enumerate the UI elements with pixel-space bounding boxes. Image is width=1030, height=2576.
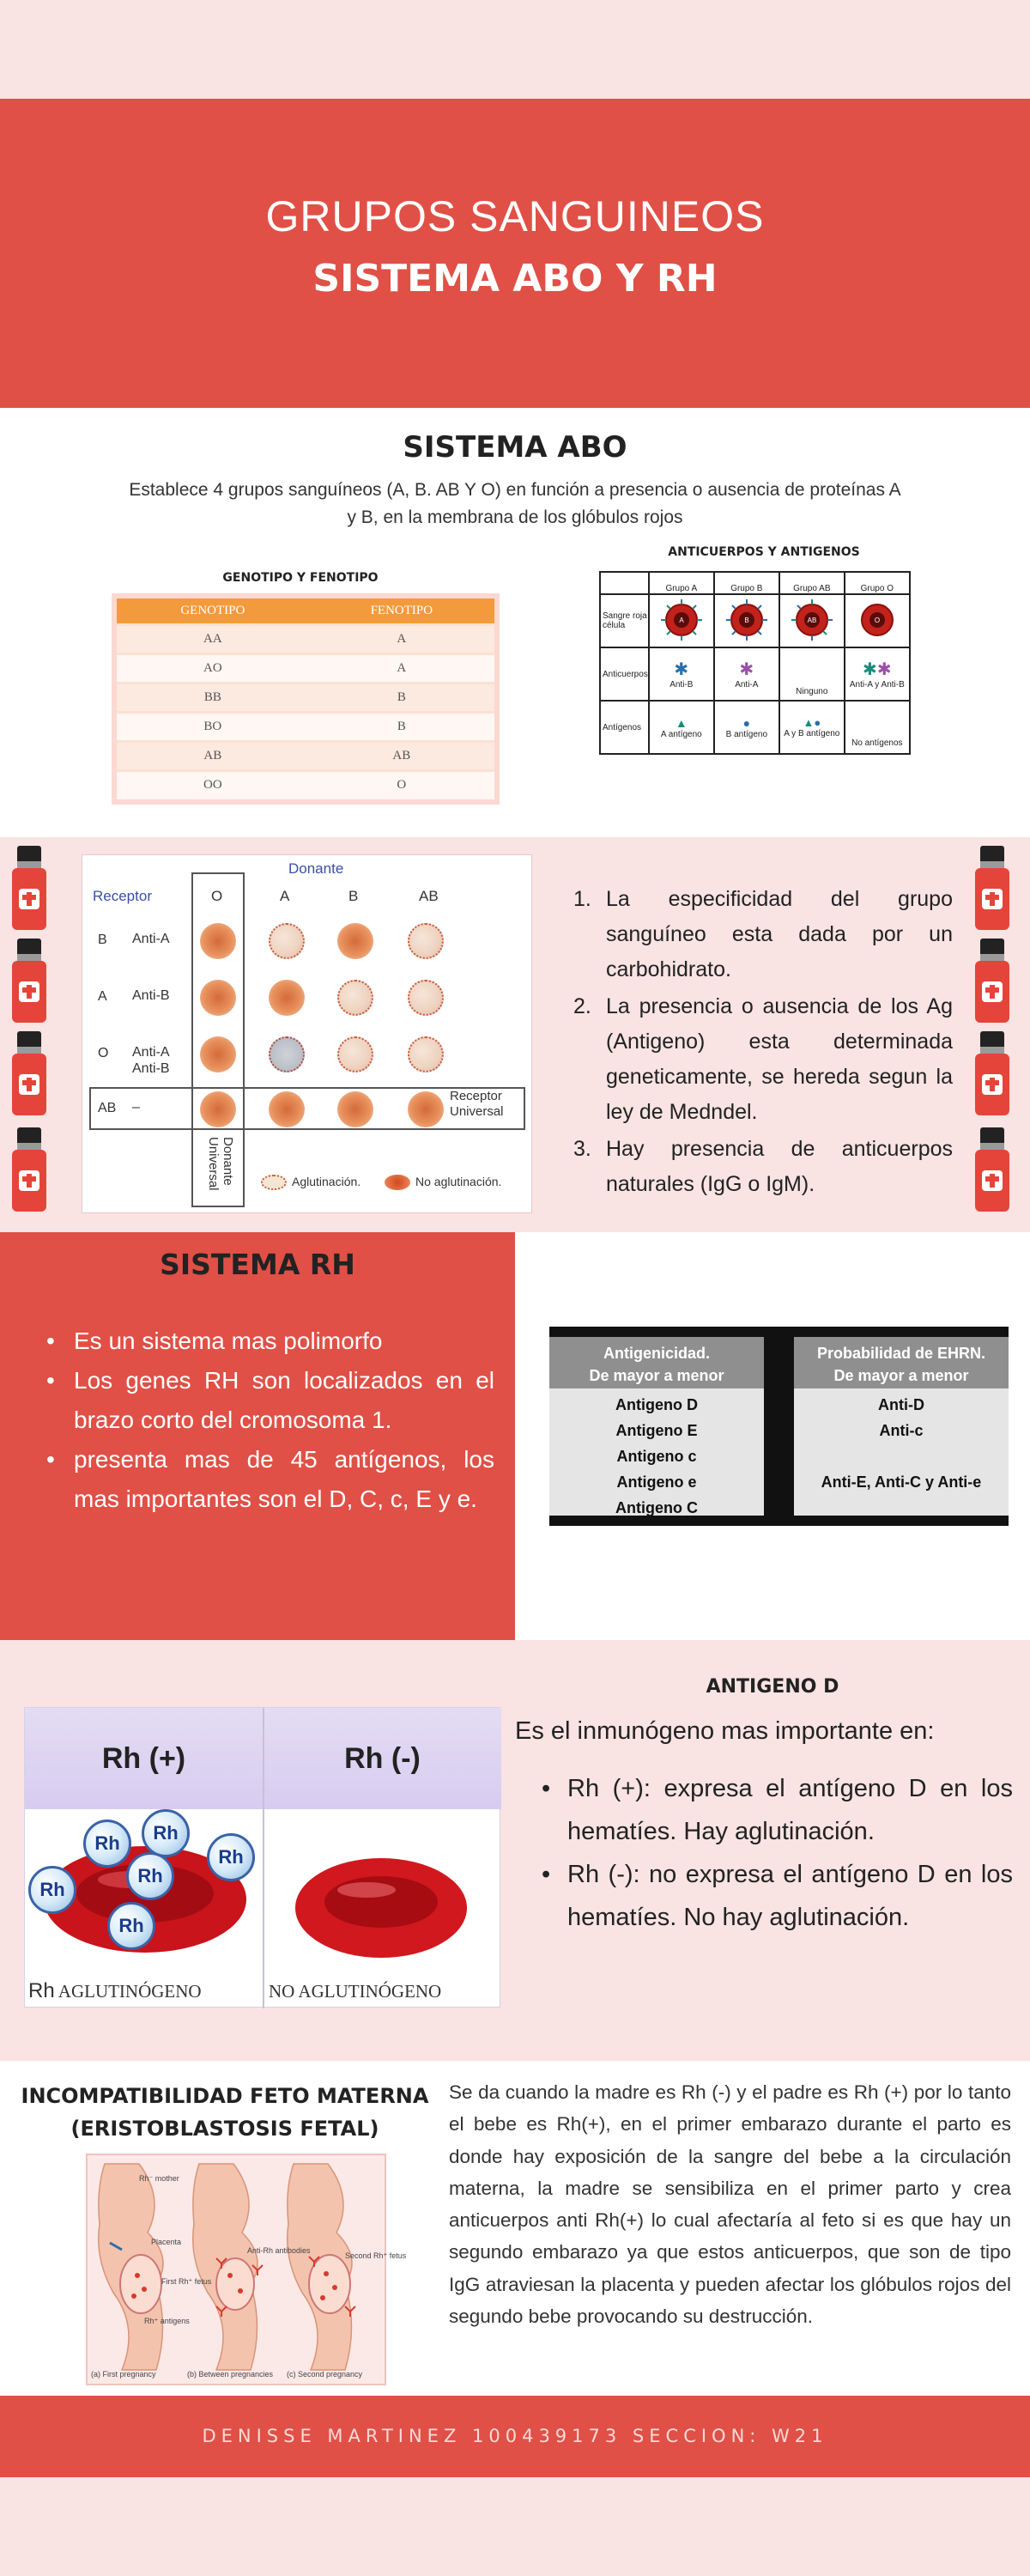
footer: [0, 2396, 1030, 2477]
rh-negative-header: Rh (-): [264, 1708, 501, 1809]
phenotype-cell: AB: [309, 741, 494, 770]
antigenicity-item: Antigeno c: [616, 1448, 697, 1465]
genotype-cell: OO: [117, 770, 309, 799]
incompatibility-section: [0, 2061, 1030, 2396]
antibody-icon: ✱: [739, 660, 754, 679]
rh-bullets: [43, 1321, 494, 1519]
row-label-antibodies: Anticuerpos: [600, 647, 649, 701]
svg-text:A: A: [679, 616, 684, 624]
blood-bottle-icon: [12, 939, 46, 1023]
genotype-cell: AA: [117, 624, 309, 653]
blood-bottle-icon: [975, 1031, 1009, 1115]
ehrn-item: Anti-D: [878, 1396, 924, 1413]
antigenicity-header-1: Antigenicidad.: [603, 1345, 710, 1362]
svg-text:O: O: [874, 616, 880, 624]
antigenicity-item: Antigeno D: [615, 1396, 698, 1413]
svg-text:Rh⁺ antigens: Rh⁺ antigens: [144, 2317, 190, 2325]
antigen-d-bullets: [536, 1767, 1013, 1939]
fact-text: Hay presencia de anticuerpos naturales (IgG o IgM).: [606, 1137, 953, 1196]
antigen-d-bullet-item: • Rh (+): expresa el antígeno D en los hematíes. Hay aglutinación.: [536, 1767, 1013, 1853]
cell-o: [845, 594, 910, 647]
blood-bottle-icon: [975, 846, 1009, 930]
phenotype-header: FENOTIPO: [309, 598, 494, 624]
ehrn-header-1: Probabilidad de EHRN.: [816, 1345, 986, 1362]
antigen-o: [845, 701, 910, 754]
page-title: GRUPOS SANGUINEOS: [265, 192, 765, 240]
antibody-ab-label: Ninguno: [796, 687, 828, 696]
genotype-cell: AO: [117, 653, 309, 683]
abo-description-line-1: Establece 4 grupos sanguíneos (A, B. AB Y O) en función a presencia o ausencia de proteínas A: [129, 480, 901, 500]
reaction-well: [200, 1091, 236, 1127]
antigenicity-item: Antigeno C: [615, 1499, 698, 1516]
antigen-d-heading: ANTIGENO D: [706, 1676, 839, 1698]
red-cell-icon: [851, 596, 903, 644]
row-label-cells: Sangre roja célula: [600, 594, 649, 647]
cell-ab: [779, 594, 845, 647]
blood-bottle-icon: [12, 1127, 46, 1212]
agglutinogen-rh: Rh: [28, 1979, 55, 2002]
pregnancy-illustration: [88, 2155, 407, 2384]
reaction-well: [269, 923, 305, 959]
svg-text:(c) Second pregnancy: (c) Second pregnancy: [287, 2370, 363, 2379]
antigenicity-items: [549, 1388, 764, 1516]
no-agglutinogen-caption: NO AGLUTINÓGENO: [269, 1981, 442, 2002]
antibody-b-label: Anti-A: [735, 680, 759, 690]
fact-item: [573, 1132, 953, 1202]
antibody-table-wrap: [599, 571, 911, 755]
footer-text: DENISSE MARTINEZ 100439173 SECCION: W21: [202, 2426, 828, 2446]
fact-text: La especificidad del grupo sanguíneo esta dada por un carbohidrato.: [606, 887, 953, 981]
antigenicity-header: [549, 1337, 764, 1388]
corner-cell: [600, 572, 649, 594]
receptor-label: Receptor: [93, 888, 152, 904]
fact-item: [573, 882, 953, 987]
receptor-antibody-label: Anti-B: [132, 988, 170, 1003]
rh-bullet-item: • Los genes RH son localizados en el brazo corto del cromosoma 1.: [43, 1361, 494, 1440]
incompatibility-heading: [0, 2080, 450, 2145]
antigen-icon: ●: [742, 715, 751, 730]
genotype-row: [117, 683, 494, 712]
agglutination-legend: Aglutinación.: [292, 1175, 361, 1188]
antigenicity-header-2: De mayor a menor: [589, 1367, 724, 1384]
antigenicity-column: [549, 1337, 764, 1516]
antigen-o-label: No antígenos: [851, 738, 903, 748]
incompatibility-heading-1: INCOMPATIBILIDAD FETO MATERNA: [21, 2084, 429, 2108]
ehrn-item: Anti-E, Anti-C y Anti-e: [821, 1473, 982, 1491]
rh-antigen-bubble: Rh: [107, 1902, 155, 1950]
svg-text:(a) First pregnancy: (a) First pregnancy: [91, 2370, 156, 2379]
receptor-antibody-label: Anti-A: [132, 932, 170, 946]
antibody-a: [649, 647, 714, 701]
antibody-o-label: Anti-A y Anti-B: [849, 680, 905, 690]
antigen-icon: ▲: [675, 715, 688, 730]
incompatibility-heading-2: (ERISTOBLASTOSIS FETAL): [70, 2117, 379, 2141]
receptor-group-label: O: [98, 1046, 109, 1060]
row-label-antigens: Antígenos: [600, 701, 649, 754]
antibody-o: [845, 647, 910, 701]
reaction-well: [269, 1036, 305, 1072]
antigen-b: [714, 701, 779, 754]
rh-antigen-bubble: Rh: [83, 1820, 131, 1868]
col-group-ab: Grupo AB: [779, 572, 845, 594]
ehrn-item: [794, 1443, 1009, 1469]
antigen-icon: ▲●: [803, 716, 821, 729]
pregnancy-diagram: [86, 2154, 407, 2385]
donor-label: Donante: [288, 860, 344, 877]
ehrn-header: [794, 1337, 1009, 1388]
genotype-table-wrap: [112, 593, 500, 805]
reaction-well: [337, 923, 373, 959]
fact-text: La presencia o ausencia de los Ag (Antigeno) esta determinada geneticamente, se hereda segun la ley de Medndel.: [606, 994, 953, 1124]
abo-heading: SISTEMA ABO: [403, 430, 627, 465]
fact-number: 3.: [573, 1137, 591, 1161]
rh-antigen-bubble: Rh: [142, 1809, 190, 1857]
reaction-well: [200, 1036, 236, 1072]
svg-text:(b) Between pregnancies: (b) Between pregnancies: [187, 2370, 274, 2379]
reaction-well: [408, 1091, 444, 1127]
donor-column-label: AB: [419, 888, 439, 904]
genotype-table: [117, 598, 494, 799]
phenotype-cell: B: [309, 683, 494, 712]
abo-description-line-2: y B, en la membrana de los glóbulos rojos: [347, 507, 683, 527]
receptor-group-label: AB: [98, 1101, 117, 1115]
blood-bottle-icon: [12, 846, 46, 930]
col-group-b: Grupo B: [714, 572, 779, 594]
no-agglutination-legend-icon: [385, 1175, 410, 1190]
incompatibility-paragraph: Se da cuando la madre es Rh (-) y el padre es Rh (+) por lo tanto el bebe es Rh(+), en el primer embarazo durante el parto es donde hay exposición de la sangre del bebe a la circulación materna, la madre se sensibiliza en el primer parto y crea anticuerpos anti Rh(+) lo cual afectaría al feto si es que hay un segundo embarazo ya que estos anticuerpos, que son de tipo IgG atraviesan la placenta y pueden afectar los glóbulos rojos del segundo bebe provocando su destrucción.: [449, 2081, 1011, 2328]
svg-text:Rh⁻ mother: Rh⁻ mother: [139, 2174, 179, 2183]
receptor-group-label: B: [98, 933, 107, 947]
antigenicity-item: Antigeno E: [615, 1422, 698, 1439]
agglutinogen-label: AGLUTINÓGENO: [58, 1981, 202, 2002]
antigen-a-label: A antígeno: [660, 729, 702, 739]
antibody-b: [714, 647, 779, 701]
reaction-well: [337, 1036, 373, 1072]
donor-column-label: O: [211, 888, 223, 904]
page-subtitle: SISTEMA ABO Y RH: [312, 257, 718, 301]
col-group-a: Grupo A: [649, 572, 714, 594]
rh-heading: SISTEMA RH: [160, 1248, 355, 1281]
antibody-icon: ✱: [674, 660, 689, 679]
phenotype-cell: A: [309, 653, 494, 683]
rh-positive-header: Rh (+): [25, 1708, 263, 1809]
donor-column-label: A: [280, 888, 290, 904]
antigen-b-label: B antígeno: [725, 729, 767, 739]
red-cell-icon: [656, 596, 707, 644]
rh-bullet-item: • presenta mas de 45 antígenos, los mas importantes son el D, C, c, E y e.: [43, 1440, 494, 1519]
cell-a: [649, 594, 714, 647]
fact-number: 1.: [573, 887, 591, 911]
reaction-well: [408, 923, 444, 959]
ehrn-items: [794, 1388, 1009, 1516]
genotype-cell: AB: [117, 741, 309, 770]
genotype-row: [117, 712, 494, 741]
antibody-ab: [779, 647, 845, 701]
ehrn-header-2: De mayor a menor: [833, 1367, 969, 1384]
reaction-well: [337, 980, 373, 1016]
receptor-group-label: A: [98, 989, 107, 1004]
genotype-row: [117, 770, 494, 799]
genotype-cell: BO: [117, 712, 309, 741]
rh-illustration: [24, 1707, 500, 2008]
receptor-antibody-label: –: [132, 1100, 140, 1115]
phenotype-cell: A: [309, 624, 494, 653]
cell-b: [714, 594, 779, 647]
reaction-well: [408, 1036, 444, 1072]
antibody-icon: ✱✱: [863, 660, 892, 679]
antibody-table: [599, 571, 911, 755]
reaction-well: [200, 980, 236, 1016]
col-group-o: Grupo O: [845, 572, 910, 594]
svg-text:Anti-Rh antibodies: Anti-Rh antibodies: [247, 2246, 311, 2255]
rh-section: [0, 1232, 515, 1640]
antigen-ab: [779, 701, 845, 754]
fact-item: [573, 989, 953, 1130]
svg-text:First Rh⁺ fetus: First Rh⁺ fetus: [161, 2277, 212, 2286]
rh-antigen-bubble: Rh: [28, 1866, 76, 1914]
blood-bottle-icon: [975, 939, 1009, 1023]
blood-bottle-icon: [12, 1031, 46, 1115]
agglutination-legend-icon: [261, 1175, 287, 1190]
rh-antigen-bubble: Rh: [207, 1833, 255, 1881]
universal-donor-label: Donante Universal: [206, 1137, 235, 1191]
rh-table-panel: [515, 1232, 1030, 1640]
antigen-a: [649, 701, 714, 754]
donor-chart: [82, 854, 532, 1213]
rh-bullet-item: • Es un sistema mas polimorfo: [43, 1321, 494, 1361]
antibody-caption: ANTICUERPOS Y ANTIGENOS: [668, 545, 860, 559]
antigen-d-bullet-item: • Rh (-): no expresa el antígeno D en los hematíes. No hay aglutinación.: [536, 1853, 1013, 1939]
genotype-row: [117, 624, 494, 653]
receptor-antibody-label: Anti-A Anti-B: [132, 1045, 170, 1076]
no-agglutination-legend: No aglutinación.: [415, 1175, 502, 1188]
svg-text:Placenta: Placenta: [151, 2238, 182, 2246]
rh-antigen-bubble: Rh: [126, 1852, 174, 1900]
antibody-a-label: Anti-B: [670, 680, 694, 690]
svg-text:AB: AB: [807, 616, 817, 624]
phenotype-cell: B: [309, 712, 494, 741]
reaction-well: [337, 1091, 373, 1127]
red-cell-icon: [786, 596, 838, 644]
blood-bottle-icon: [975, 1127, 1009, 1212]
rh-antigen-table: [549, 1327, 1009, 1526]
abo-description: [0, 477, 1030, 532]
phenotype-cell: O: [309, 770, 494, 799]
antigen-ab-label: A y B antígeno: [784, 729, 840, 738]
antigen-d-intro: Es el inmunógeno mas importante en:: [515, 1717, 935, 1745]
genotype-row: [117, 741, 494, 770]
header-banner: [0, 99, 1030, 408]
svg-text:Second Rh⁺ fetus: Second Rh⁺ fetus: [345, 2251, 407, 2260]
donor-section: [0, 837, 1030, 1232]
genotype-header: GENOTIPO: [117, 598, 309, 624]
genotype-caption: GENOTIPO Y FENOTIPO: [222, 571, 379, 585]
ehrn-item: Anti-c: [879, 1422, 924, 1439]
abo-facts-list: [573, 882, 953, 1202]
universal-receptor-label: Receptor Universal: [450, 1089, 504, 1119]
abo-facts: [573, 882, 953, 1204]
ehrn-item: [794, 1495, 1009, 1521]
svg-text:B: B: [744, 616, 749, 624]
abo-section: [0, 408, 1030, 837]
fact-number: 2.: [573, 994, 591, 1018]
red-cell-icon: [721, 596, 772, 644]
ehrn-column: [794, 1337, 1009, 1516]
antigenicity-item: Antigeno e: [616, 1473, 697, 1491]
reaction-well: [269, 1091, 305, 1127]
donor-column-label: B: [348, 888, 359, 904]
agglutinogen-caption: [28, 1979, 202, 2003]
genotype-row: [117, 653, 494, 683]
reaction-well: [269, 980, 305, 1016]
antigen-d-section: [0, 1640, 1030, 2061]
reaction-well: [200, 923, 236, 959]
reaction-well: [408, 980, 444, 1016]
genotype-cell: BB: [117, 683, 309, 712]
